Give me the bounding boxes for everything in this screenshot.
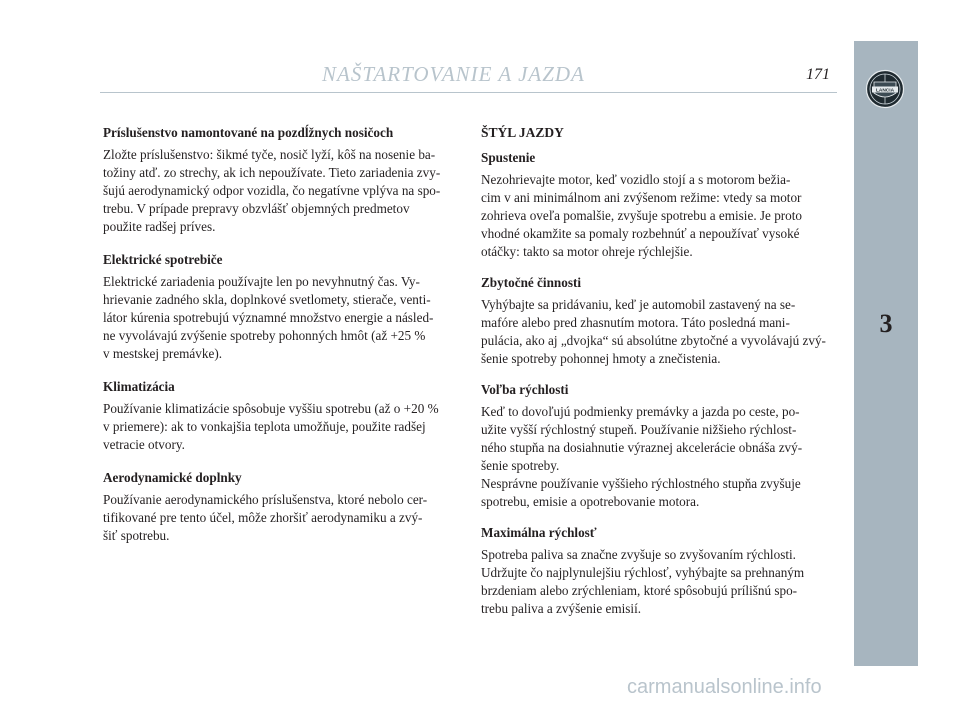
text-aerodynamic-accessories: Používanie aerodynamického príslušenstva, ktoré nebolo cer- tifikované pre tento účel, môže zhoršiť aerodynamiku a zvý- šiť spotrebu. [103, 492, 428, 543]
lancia-logo-icon [865, 69, 905, 109]
section-air-conditioning [103, 378, 453, 454]
right-column [481, 124, 827, 633]
heading-maximum-speed: Maximálna rýchlosť [481, 525, 597, 540]
page-header-title: NAŠTARTOVANIE A JAZDA [322, 62, 585, 86]
text-starting: Nezohrievajte motor, keď vozidlo stojí a s motorom bežia- cim v ani minimálnom ani zvýšenom režime: vtedy sa motor zohrieva oveľa pomalšie, zvyšuje spotrebu a emisie. Je proto vhodné okamžite sa pomaly rozbehnúť a nepoužívať vysoké otáčky: takto sa motor ohreje rýchlejšie. [481, 172, 803, 259]
section-maximum-speed [481, 524, 827, 618]
section-unnecessary-actions [481, 274, 827, 368]
heading-unnecessary-actions: Zbytočné činnosti [481, 275, 582, 290]
heading-air-conditioning: Klimatizácia [103, 379, 175, 394]
text-maximum-speed: Spotreba paliva sa značne zvyšuje so zvyšovaním rýchlosti. Udržujte čo najplynulejšiu rýchlosť, vyhýbajte sa prehnaným brzdeniam alebo zrýchleniam, ktoré spôsobujú prílišnú spo- trebu paliva a zvýšenie emisií. [481, 547, 805, 616]
chapter-number: 3 [879, 309, 893, 338]
site-watermark: carmanualsonline.info [627, 676, 822, 698]
heading-roof-accessories: Príslušenstvo namontované na pozdĺžnych nosičoch [103, 125, 394, 140]
chapter-side-tab [854, 41, 918, 666]
section-title-driving-style: ŠTÝL JAZDY [481, 125, 564, 140]
section-gear-selection [481, 381, 827, 511]
section-electrical-consumers [103, 251, 453, 363]
logo-lettering: LANCIA [875, 88, 895, 94]
section-roof-accessories [103, 124, 453, 236]
text-air-conditioning: Používanie klimatizácie spôsobuje vyššiu spotrebu (až o +20 % v priemere): ak to vonkajšia teplota umožňuje, použite radšej vetracie otvory. [103, 401, 439, 452]
section-starting [481, 149, 827, 261]
text-gear-selection: Keď to dovoľujú podmienky premávky a jazda po ceste, po- užite vyšší rýchlostný stupeň. Používanie nižšieho rýchlost- ného stupňa na dosiahnutie výraznej akcelerácie obnáša zvý- šenie spotreby. Nesprávne používanie vyššieho rýchlostného stupňa zvyšuje spotrebu, emisie a opotrebovanie motora. [481, 404, 803, 509]
heading-starting: Spustenie [481, 150, 536, 165]
section-aerodynamic-accessories [103, 469, 453, 545]
text-roof-accessories: Zložte príslušenstvo: šikmé tyče, nosič lyží, kôš na nosenie ba- tožiny atď. zo strechy, ak ich nepoužívate. Tieto zariadenia zvy- šujú aerodynamický odpor vozidla, čo negatívne vplýva na spo- trebu. V prípade prepravy obzvlášť objemných predmetov použite radšej príves. [103, 147, 441, 234]
heading-gear-selection: Voľba rýchlosti [481, 382, 569, 397]
text-unnecessary-actions: Vyhýbajte sa pridávaniu, keď je automobil zastavený na se- mafóre alebo pred zhasnutím motora. Táto posledná mani- pulácia, ako aj „dvojka“ sú absolútne zbytočné a vyvolávajú zvý- šenie spotreby pohonnej hmoty a znečistenia. [481, 297, 826, 366]
heading-electrical-consumers: Elektrické spotrebiče [103, 252, 223, 267]
page-number: 171 [806, 66, 830, 83]
header-divider [100, 92, 837, 93]
heading-aerodynamic-accessories: Aerodynamické doplnky [103, 470, 242, 485]
text-electrical-consumers: Elektrické zariadenia používajte len po nevyhnutný čas. Vy- hrievanie zadného skla, doplnkové svetlomety, stierače, venti- látor kúrenia spotrebujú významné množstvo energie a násled- ne vyvolávajú zvýšenie spotreby pohonných hmôt (až +25 % v mestskej premávke). [103, 274, 434, 361]
left-column [103, 124, 453, 560]
